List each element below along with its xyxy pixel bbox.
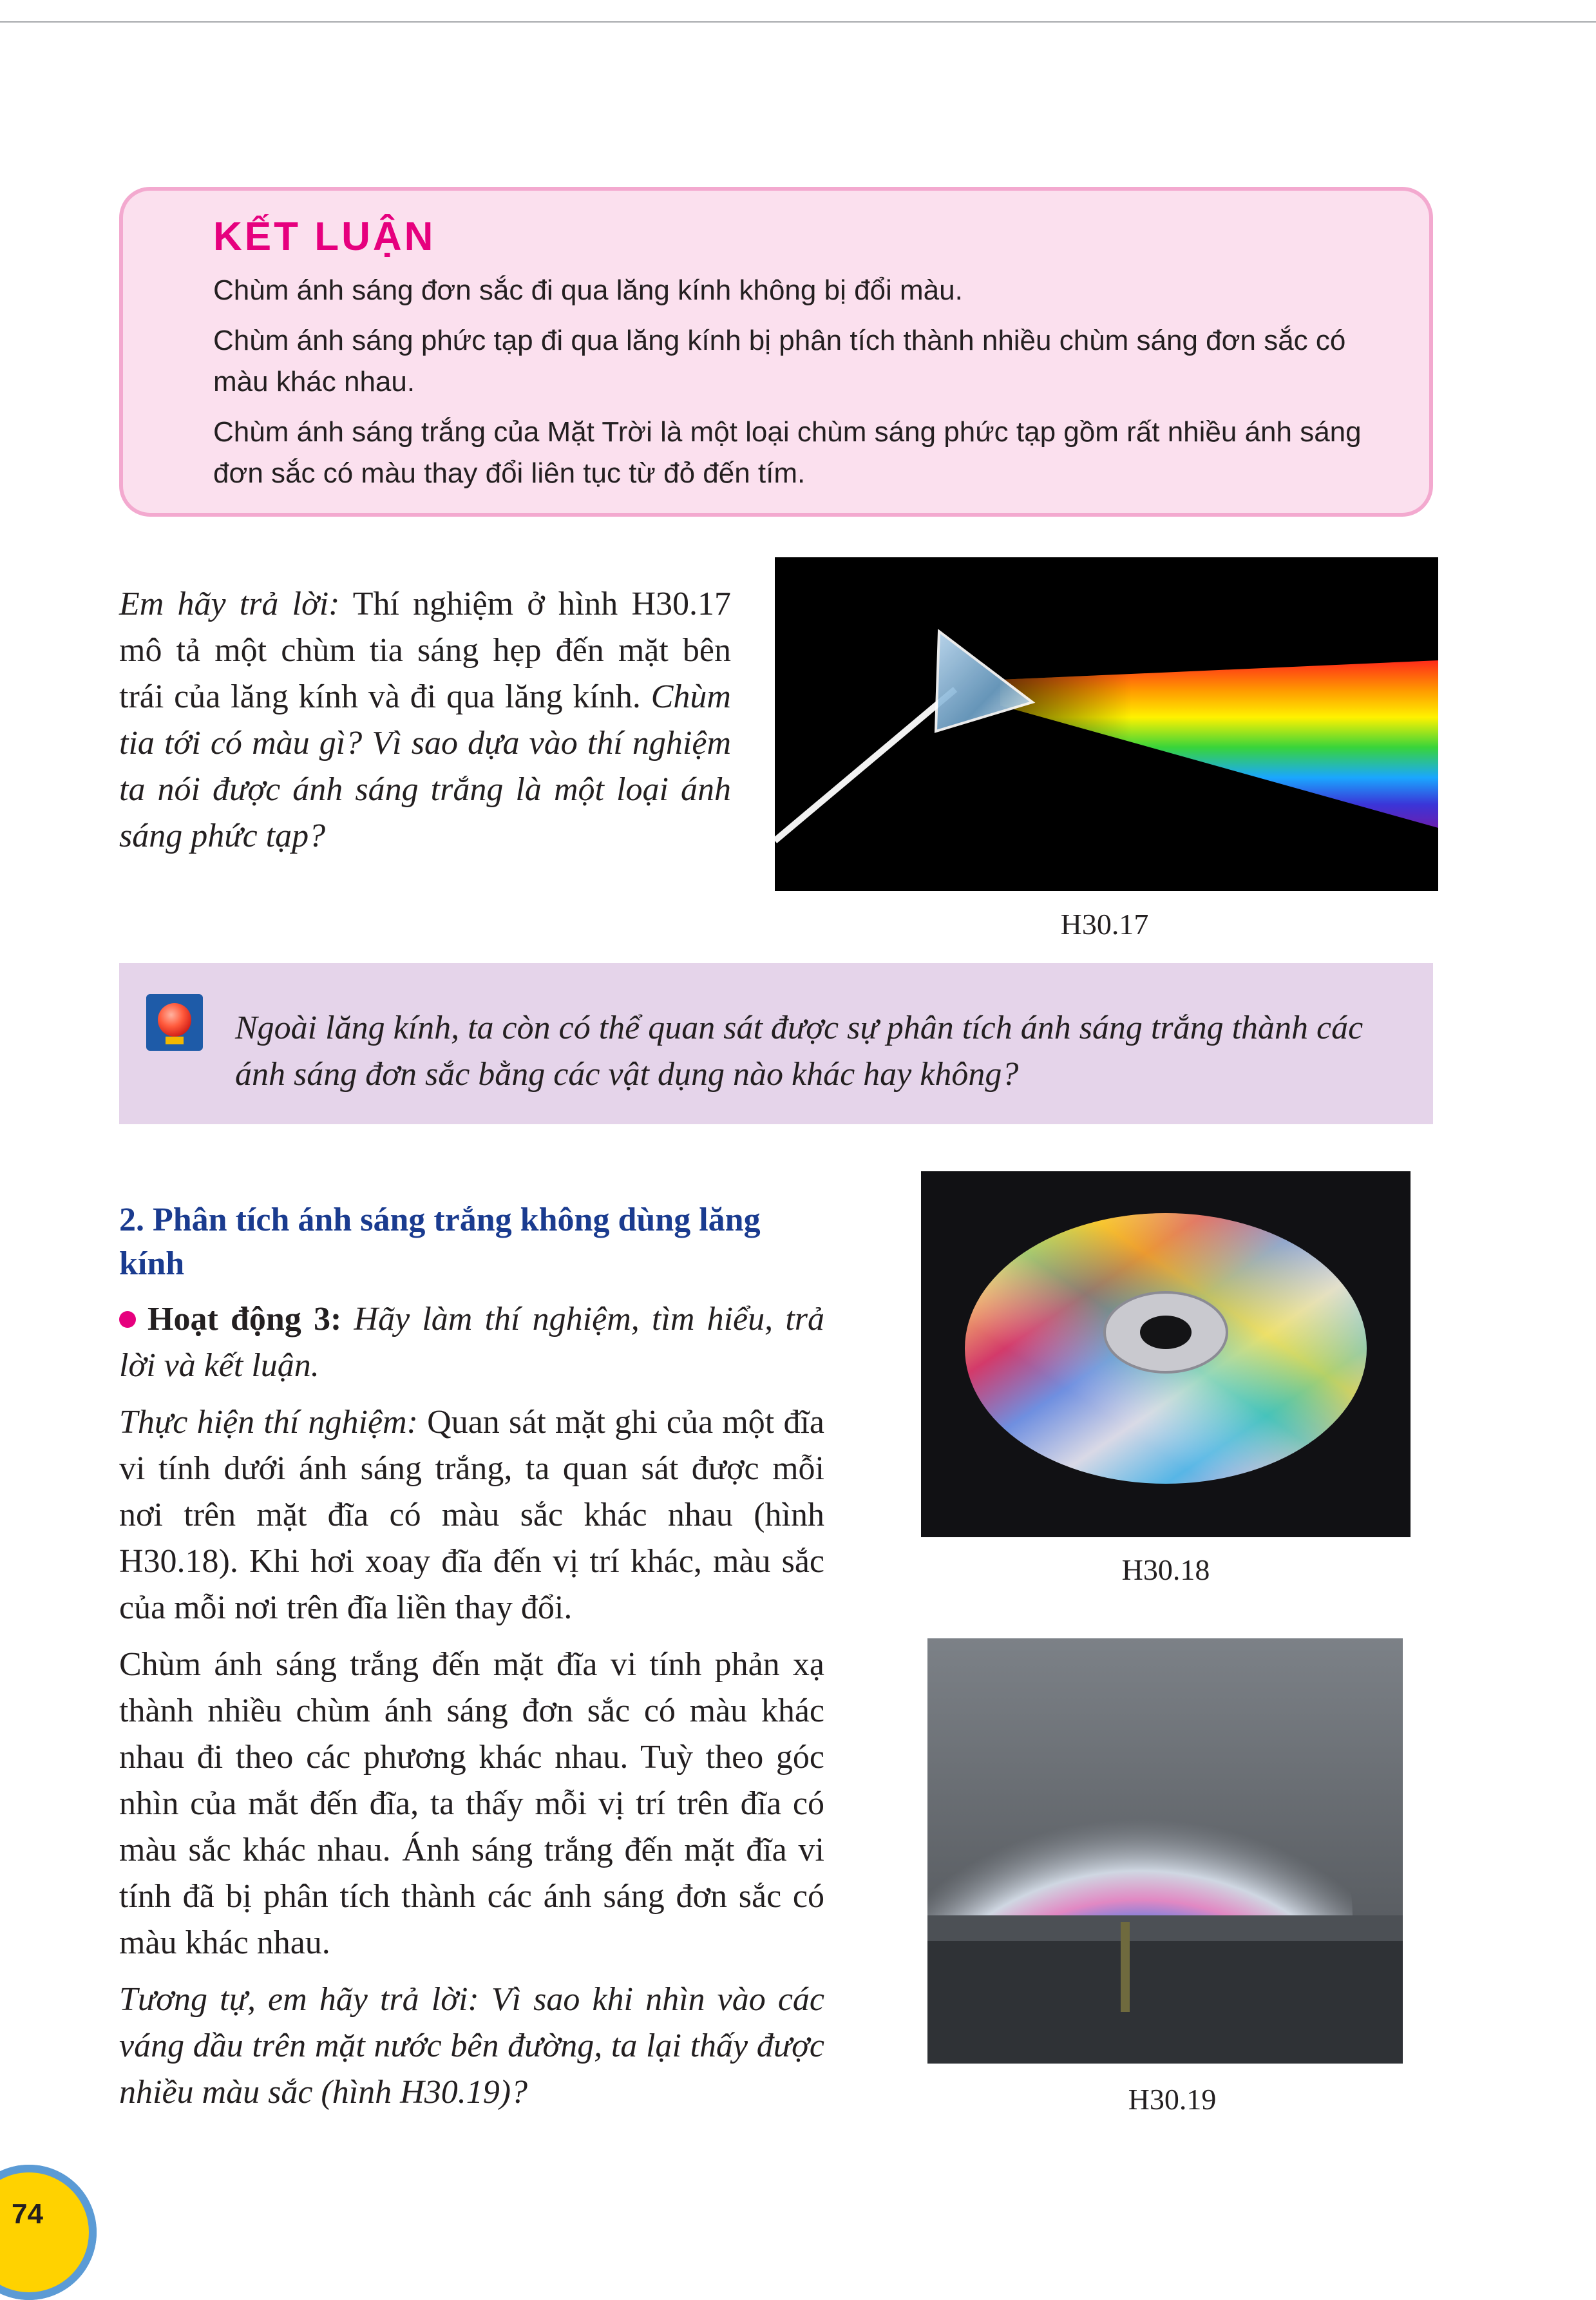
experiment-text: Quan sát mặt ghi của một đĩa vi tính dưới ánh sáng trắng, ta quan sát được mỗi nơi trên mặt đĩa có màu sắc khác nhau (hình H30.18). Khi hơi xoay đĩa đến vị trí khác, màu sắc của mỗi nơi trên đĩa liền thay đổi.: [119, 1404, 824, 1626]
prism-question-lead: Em hãy trả lời:: [119, 586, 340, 622]
experiment-paragraph: [119, 1399, 824, 1631]
prism-question-text: Thí nghiệm ở hình H30.17 mô tả một chùm tia sáng hẹp đến mặt bên trái của lăng kính và đi qua lăng kính.: [119, 586, 731, 715]
prism-question-italic: Chùm tia tới có màu gì? Vì sao dựa vào thí nghiệm ta nói được ánh sáng trắng là một loại ánh sáng phức tạp?: [119, 678, 731, 854]
lightbulb-icon: [146, 994, 203, 1051]
explanation-paragraph: Chùm ánh sáng trắng đến mặt đĩa vi tính phản xạ thành nhiều chùm ánh sáng đơn sắc có màu khác nhau đi theo các phương khác nhau. Tuỳ theo góc nhìn của mắt đến đĩa, ta thấy mỗi vị trí trên đĩa có màu sắc khác nhau. Ánh sáng trắng đến mặt đĩa vi tính đã bị phân tích thành các ánh sáng đơn sắc có màu khác nhau.: [119, 1646, 824, 1961]
banner-question-text: Ngoài lăng kính, ta còn có thể quan sát được sự phân tích ánh sáng trắng thành các ánh sáng đơn sắc bằng các vật dụng nào khác hay không?: [235, 1010, 1363, 1093]
conclusion-box: [119, 187, 1433, 517]
conclusion-paragraph-3: Chùm ánh sáng trắng của Mặt Trời là một loại chùm sáng phức tạp gồm rất nhiều ánh sáng đơn sắc có màu thay đổi liên tục từ đỏ đến tím.: [213, 416, 1362, 489]
activity-3-label: Hoạt động 3:: [147, 1301, 342, 1337]
section-2-heading: 2. Phân tích ánh sáng trắng không dùng lăng kính: [119, 1202, 761, 1282]
conclusion-title: KẾT LUẬN: [213, 215, 436, 259]
figure-caption-h30-19: H30.19: [1128, 2083, 1217, 2116]
question-banner: [119, 963, 1433, 1124]
cd-disc-image: [921, 1171, 1411, 1537]
prism-question: [119, 581, 731, 859]
top-rule: [0, 21, 1596, 23]
prism-dispersion-image: [775, 557, 1438, 891]
oil-film-question: Tương tự, em hãy trả lời: Vì sao khi nhìn vào các váng dầu trên mặt nước bên đường, ta lại thấy được nhiều màu sắc (hình H30.19)?: [119, 1981, 824, 2111]
oil-film-image: [927, 1638, 1403, 2064]
page-number-badge: [0, 2165, 97, 2300]
page-number: 74: [12, 2198, 43, 2230]
figure-caption-h30-17: H30.17: [1060, 908, 1149, 941]
conclusion-paragraph-1: Chùm ánh sáng đơn sắc đi qua lăng kính không bị đổi màu.: [213, 274, 963, 306]
bullet-dot: [119, 1311, 136, 1328]
activity-3: [119, 1296, 824, 1389]
section-2: [119, 1198, 824, 2126]
experiment-label: Thực hiện thí nghiệm:: [119, 1404, 418, 1441]
figure-caption-h30-18: H30.18: [1121, 1553, 1210, 1586]
activity-3-text: Hãy làm thí nghiệm, tìm hiểu, trả lời và kết luận.: [119, 1301, 825, 1384]
conclusion-paragraph-2: Chùm ánh sáng phức tạp đi qua lăng kính bị phân tích thành nhiều chùm sáng đơn sắc có màu khác nhau.: [213, 325, 1346, 398]
